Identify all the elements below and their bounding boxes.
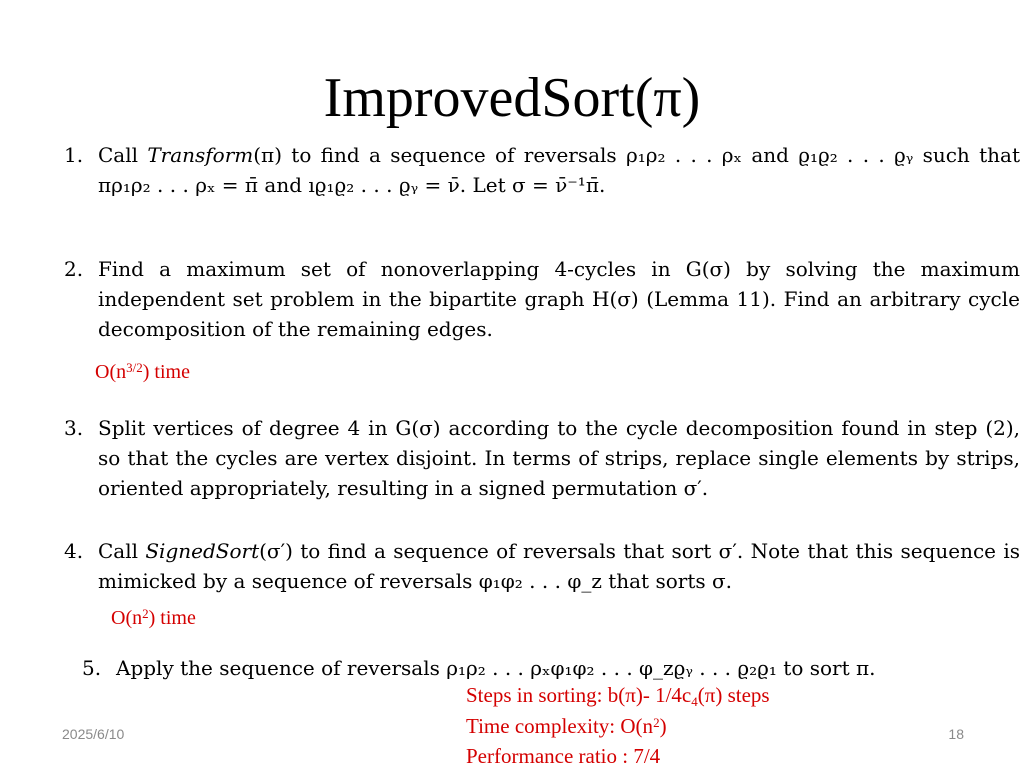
step-text: Find a maximum set of nonoverlapping 4-cycles in G(σ) by solving the maximum independent set problem in the bipartite graph H(σ) (Lemma 11). Find an arbitrary cycle decomposition of the remaining edges. — [98, 257, 1020, 341]
step-4 — [64, 536, 1020, 596]
steps-in-sorting: Steps in sorting: b(π)- $1/4c_4(\pi)$ steps — [466, 683, 770, 709]
step-text: Call Transform(π) to find a sequence of reversals ρ₁ρ₂ . . . ρₓ and ϱ₁ϱ₂ . . . ϱᵧ such that πρ₁ρ₂ . . . ρₓ = π̄ and ıϱ₁ϱ₂ . . . ϱᵧ = ν̄. Let σ = ν̄⁻¹π̄. — [98, 143, 1020, 197]
slide-title: ImprovedSort(π) — [323, 67, 701, 129]
step-5 — [82, 653, 982, 683]
page-number: 18 — [948, 726, 964, 742]
step-text: Split vertices of degree 4 in G(σ) according to the cycle decomposition found in step (2), so that the cycles are vertex disjoint. In terms of strips, replace single elements by strips, oriented appropriately, resulting in a signed permutation σ′. — [98, 416, 1020, 500]
step-number: 4. — [64, 539, 84, 563]
transform-function: Transform — [147, 143, 254, 167]
step-number: 3. — [64, 416, 84, 440]
step-number: 2. — [64, 257, 84, 281]
step-2 — [64, 254, 1020, 344]
performance-ratio: Performance ratio : 7/4 — [466, 744, 661, 768]
time-note-2: $O(n^2)$ time — [111, 606, 196, 629]
summary-box — [466, 680, 770, 772]
step-3 — [64, 413, 1020, 503]
step-text: Apply the sequence of reversals ρ₁ρ₂ . . . ρₓφ₁φ₂ . . . φ_zϱᵧ . . . ϱ₂ϱ₁ to sort π. — [116, 656, 876, 680]
time-complexity: Time complexity: $O(n^2)$ — [466, 713, 667, 738]
signedsort-function: SignedSort — [145, 539, 260, 563]
step-text: Call SignedSort(σ′) to find a sequence of reversals that sort σ′. Note that this sequence is mimicked by a sequence of reversals φ₁φ₂ . . . φ_z that sorts σ. — [98, 539, 1020, 593]
step-1 — [64, 140, 1020, 200]
step-number: 5. — [82, 656, 102, 680]
time-note-1: $O(n^{3/2})$ time — [95, 360, 190, 383]
step-number: 1. — [64, 143, 84, 167]
footer-date: 2025/6/10 — [62, 726, 125, 742]
